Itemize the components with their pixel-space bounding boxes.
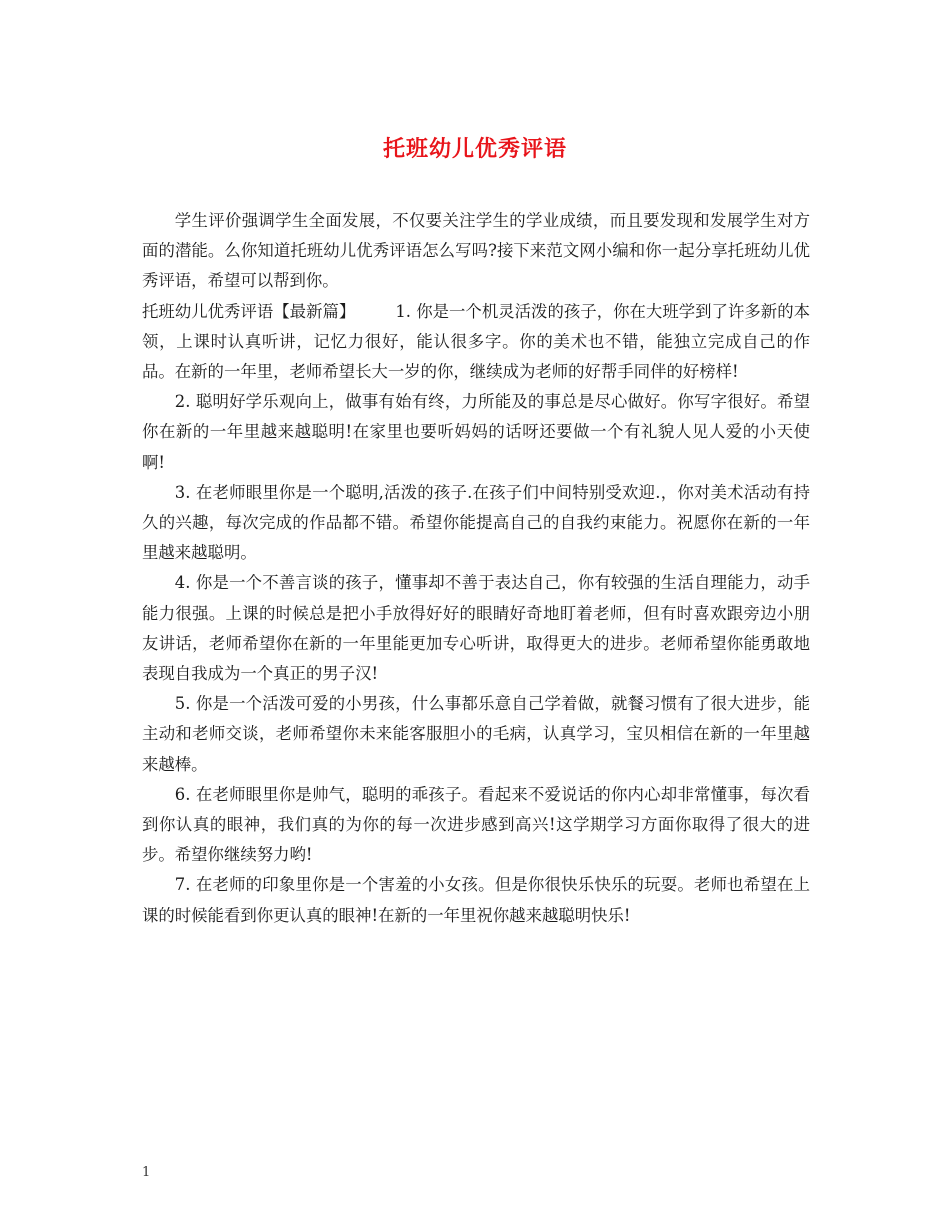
evaluation-item-6: 6. 在老师眼里你是帅气，聪明的乖孩子。看起来不爱说话的你内心却非常懂事，每次看到你认真的眼神，我们真的为你的每一次进步感到高兴!这学期学习方面你取得了很大的进步。希望你继续努力哟! bbox=[142, 784, 810, 865]
first-item-paragraph bbox=[142, 297, 810, 388]
document-body bbox=[142, 206, 810, 931]
document-title: 托班幼儿优秀评语 bbox=[382, 136, 567, 162]
intro-paragraph: 学生评价强调学生全面发展，不仅要关注学生的学业成绩，而且要发现和发展学生对方面的潜能。么你知道托班幼儿优秀评语怎么写吗?接下来范文网小编和你一起分享托班幼儿优秀评语，希望可以帮到你。 bbox=[142, 211, 810, 291]
evaluation-item-3: 3. 在老师眼里你是一个聪明,活泼的孩子.在孩子们中间特别受欢迎.，你对美术活动有持久的兴趣，每次完成的作品都不错。希望你能提高自己的自我约束能力。祝愿你在新的一年里越来越聪明。 bbox=[142, 482, 810, 563]
evaluation-item-1: 1. 你是一个机灵活泼的孩子，你在大班学到了许多新的本领，上课时认真听讲，记忆力很好，能认很多字。你的美术也不错，能独立完成自己的作品。在新的一年里，老师希望长大一岁的你，继续成为老师的好帮手同伴的好榜样! bbox=[142, 301, 810, 382]
page-number: 1 bbox=[142, 1165, 151, 1180]
section-heading: 托班幼儿优秀评语【最新篇】 bbox=[142, 301, 356, 321]
evaluation-item-2: 2. 聪明好学乐观向上，做事有始有终，力所能及的事总是尽心做好。你写字很好。希望你在新的一年里越来越聪明!在家里也要听妈妈的话呀还要做一个有礼貌人见人爱的小天使啊! bbox=[142, 392, 810, 472]
evaluation-item-4: 4. 你是一个不善言谈的孩子，懂事却不善于表达自己，你有较强的生活自理能力，动手能力很强。上课的时候总是把小手放得好好的眼睛好奇地盯着老师，但有时喜欢跟旁边小朋友讲话，老师希望你在新的一年里能更加专心听讲，取得更大的进步。老师希望你能勇敢地表现自我成为一个真正的男子汉! bbox=[142, 573, 810, 684]
evaluation-item-7: 7. 在老师的印象里你是一个害羞的小女孩。但是你很快乐快乐的玩耍。老师也希望在上课的时候能看到你更认真的眼神!在新的一年里祝你越来越聪明快乐! bbox=[142, 875, 810, 925]
evaluation-item-5: 5. 你是一个活泼可爱的小男孩，什么事都乐意自己学着做，就餐习惯有了很大进步，能主动和老师交谈，老师希望你未来能客服胆小的毛病，认真学习，宝贝相信在新的一年里越来越棒。 bbox=[142, 694, 810, 774]
